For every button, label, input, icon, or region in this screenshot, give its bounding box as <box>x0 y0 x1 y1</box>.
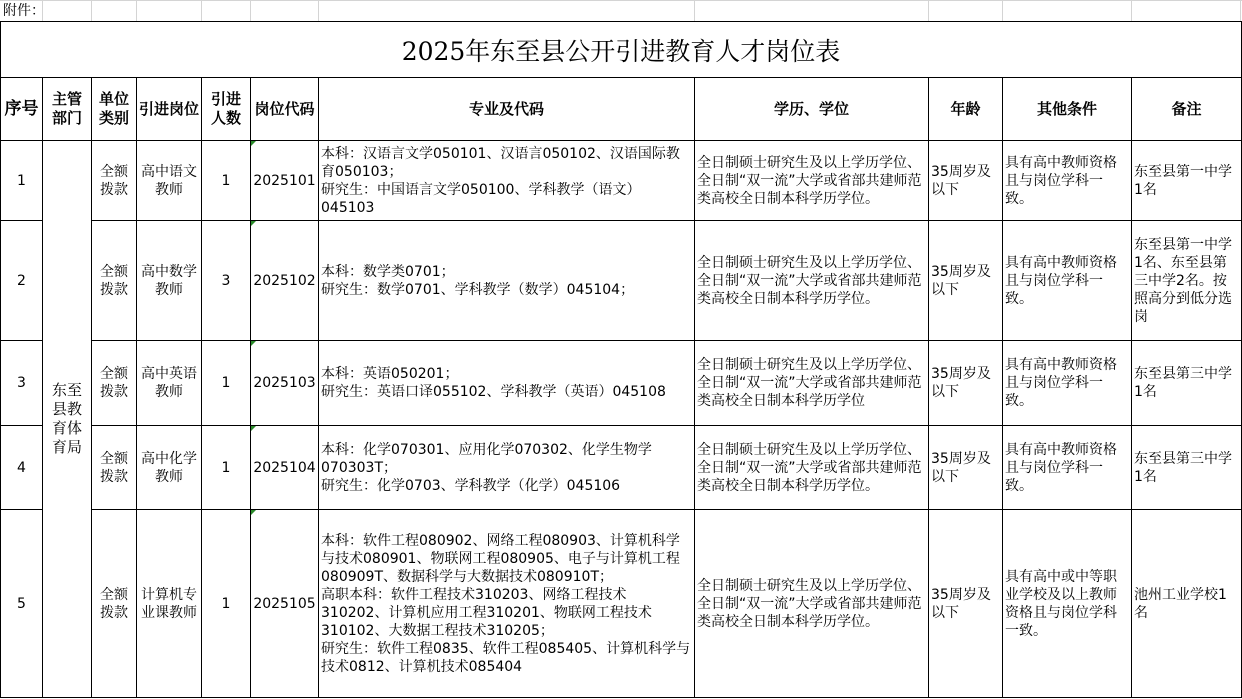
header-code[interactable]: 岗位代码 <box>251 78 319 141</box>
cell-unit-type[interactable]: 全额拨款 <box>92 341 137 426</box>
cell-position[interactable]: 计算机专业课教师 <box>137 510 202 698</box>
cell-count[interactable]: 1 <box>202 510 251 698</box>
table-row <box>1 221 1242 341</box>
cell-major[interactable]: 本科：软件工程080902、网络工程080903、计算机科学与技术080901、物联网工程080905、电子与计算机工程080909T、数据科学与大数据技术080910T； 高职本科：软件工程技术310203、网络工程技术310202、计算机应用工程310201、物联网工程技术310102、大数据工程技术310205； 研究生：软件工程0835、软件工程085405、计算机科学与技术0812、计算机技术085404 <box>319 510 695 698</box>
cell-age[interactable]: 35周岁及以下 <box>929 341 1003 426</box>
header-age[interactable]: 年龄 <box>929 78 1003 141</box>
table-row <box>1 426 1242 510</box>
cell-age[interactable]: 35周岁及以下 <box>929 426 1003 510</box>
cell-degree[interactable]: 全日制硕士研究生及以上学历学位、全日制“双一流”大学或省部共建师范类高校全日制本科学历学位。 <box>695 141 929 221</box>
cell-other[interactable]: 具有高中教师资格且与岗位学科一致。 <box>1003 221 1132 341</box>
cell-code[interactable]: 2025103 <box>251 341 319 426</box>
cell-dept-merged[interactable]: 东至县教育体育局 <box>43 141 92 698</box>
header-dept[interactable]: 主管部门 <box>43 78 92 141</box>
cell-note[interactable]: 池州工业学校1名 <box>1132 510 1242 698</box>
cell-position[interactable]: 高中英语教师 <box>137 341 202 426</box>
positions-table <box>0 77 1242 698</box>
cell-count[interactable]: 3 <box>202 221 251 341</box>
cell-major[interactable]: 本科：汉语言文学050101、汉语言050102、汉语国际教育050103； 研究生：中国语言文学050100、学科教学（语文）045103 <box>319 141 695 221</box>
table-row <box>1 141 1242 221</box>
cell-age[interactable]: 35周岁及以下 <box>929 141 1003 221</box>
cell-major[interactable]: 本科：化学070301、应用化学070302、化学生物学070303T； 研究生：化学0703、学科教学（化学）045106 <box>319 426 695 510</box>
cell-code[interactable]: 2025102 <box>251 221 319 341</box>
cell-code[interactable]: 2025105 <box>251 510 319 698</box>
table-row <box>1 510 1242 698</box>
header-degree[interactable]: 学历、学位 <box>695 78 929 141</box>
page-title <box>0 21 1242 78</box>
table-row <box>1 341 1242 426</box>
cell-degree[interactable]: 全日制硕士研究生及以上学历学位、全日制“双一流”大学或省部共建师范类高校全日制本科学历学位。 <box>695 221 929 341</box>
cell-major[interactable]: 本科：数学类0701； 研究生：数学0701、学科教学（数学）045104； <box>319 221 695 341</box>
cell-note[interactable]: 东至县第一中学1名 <box>1132 141 1242 221</box>
cell-seq[interactable]: 3 <box>1 341 43 426</box>
cell-code[interactable]: 2025104 <box>251 426 319 510</box>
cell-code[interactable]: 2025101 <box>251 141 319 221</box>
cell-other[interactable]: 具有高中教师资格且与岗位学科一致。 <box>1003 341 1132 426</box>
cell-position[interactable]: 高中数学教师 <box>137 221 202 341</box>
cell-note[interactable]: 东至县第三中学1名 <box>1132 341 1242 426</box>
header-other[interactable]: 其他条件 <box>1003 78 1132 141</box>
header-major[interactable]: 专业及代码 <box>319 78 695 141</box>
cell-note[interactable]: 东至县第三中学1名 <box>1132 426 1242 510</box>
cell-unit-type[interactable]: 全额拨款 <box>92 510 137 698</box>
cell-age[interactable]: 35周岁及以下 <box>929 510 1003 698</box>
cell-major[interactable]: 本科：英语050201； 研究生：英语口译055102、学科教学（英语）045108 <box>319 341 695 426</box>
cell-degree[interactable]: 全日制硕士研究生及以上学历学位、全日制“双一流”大学或省部共建师范类高校全日制本科学历学位。 <box>695 510 929 698</box>
cell-age[interactable]: 35周岁及以下 <box>929 221 1003 341</box>
header-row <box>1 78 1242 141</box>
header-note[interactable]: 备注 <box>1132 78 1242 141</box>
spreadsheet-grid-top <box>0 0 1242 22</box>
header-seq[interactable]: 序号 <box>1 78 43 141</box>
cell-seq[interactable]: 5 <box>1 510 43 698</box>
cell-count[interactable]: 1 <box>202 341 251 426</box>
cell-note[interactable]: 东至县第一中学1名、东至县第三中学2名。按照高分到低分选岗 <box>1132 221 1242 341</box>
cell-degree[interactable]: 全日制硕士研究生及以上学历学位、全日制“双一流”大学或省部共建师范类高校全日制本科学历学位。 <box>695 426 929 510</box>
header-position[interactable]: 引进岗位 <box>137 78 202 141</box>
attachment-label: 附件： <box>3 3 45 19</box>
cell-position[interactable]: 高中化学教师 <box>137 426 202 510</box>
cell-seq[interactable]: 4 <box>1 426 43 510</box>
header-count[interactable]: 引进人数 <box>202 78 251 141</box>
cell-other[interactable]: 具有高中或中等职业学校及以上教师资格且与岗位学科一致。 <box>1003 510 1132 698</box>
cell-other[interactable]: 具有高中教师资格且与岗位学科一致。 <box>1003 141 1132 221</box>
cell-count[interactable]: 1 <box>202 426 251 510</box>
cell-unit-type[interactable]: 全额拨款 <box>92 221 137 341</box>
cell-position[interactable]: 高中语文教师 <box>137 141 202 221</box>
cell-other[interactable]: 具有高中教师资格且与岗位学科一致。 <box>1003 426 1132 510</box>
cell-seq[interactable]: 2 <box>1 221 43 341</box>
page-title-text: 2025年东至县公开引进教育人才岗位表 <box>401 37 841 66</box>
cell-seq[interactable]: 1 <box>1 141 43 221</box>
cell-unit-type[interactable]: 全额拨款 <box>92 426 137 510</box>
cell-count[interactable]: 1 <box>202 141 251 221</box>
cell-degree[interactable]: 全日制硕士研究生及以上学历学位、全日制“双一流”大学或省部共建师范类高校全日制本科学历学位 <box>695 341 929 426</box>
header-unit-type[interactable]: 单位类别 <box>92 78 137 141</box>
cell-unit-type[interactable]: 全额拨款 <box>92 141 137 221</box>
